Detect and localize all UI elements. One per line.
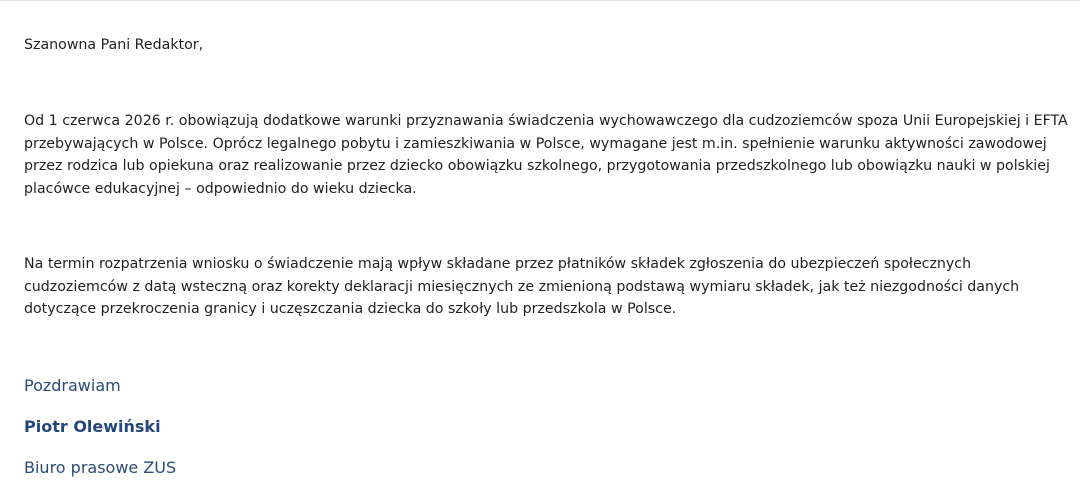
signature-organization: Biuro prasowe ZUS	[24, 458, 177, 477]
paragraph-benefit-conditions: Od 1 czerwca 2026 r. obowiązują dodatkowe warunki przyznawania świadczenia wychowawczego dla cudzoziemców spoza Unii Europejskiej i EFTA przebywających w Polsce. Oprócz legalnego pobytu i zamieszkiwania w Polsce, wymagane jest m.in. spełnienie warunku aktywności zawodowej przez rodzica lub opiekuna oraz realizowanie przez dziecko obowiązku szkolnego, przygotowania przedszkolnego lub obowiązku nauki w polskiej placówce edukacyjnej – odpowiednio do wieku dziecka.	[24, 113, 1068, 197]
signature-name: Piotr Olewiński	[24, 417, 161, 436]
signature-closing: Pozdrawiam	[24, 376, 121, 395]
top-divider	[0, 0, 1080, 1]
greeting: Szanowna Pani Redaktor,	[24, 37, 204, 53]
paragraph-processing-time: Na termin rozpatrzenia wniosku o świadczenie mają wpływ składane przez płatników składek zgłoszenia do ubezpieczeń społecznych cudzoziemców z datą wsteczną oraz korekty deklaracji miesięcznych ze zmienioną podstawą wymiaru składek, jak też niezgodności danych dotyczące przekroczenia granicy i uczęszczania dziecka do szkoły lub przedszkola w Polsce.	[24, 256, 1020, 317]
